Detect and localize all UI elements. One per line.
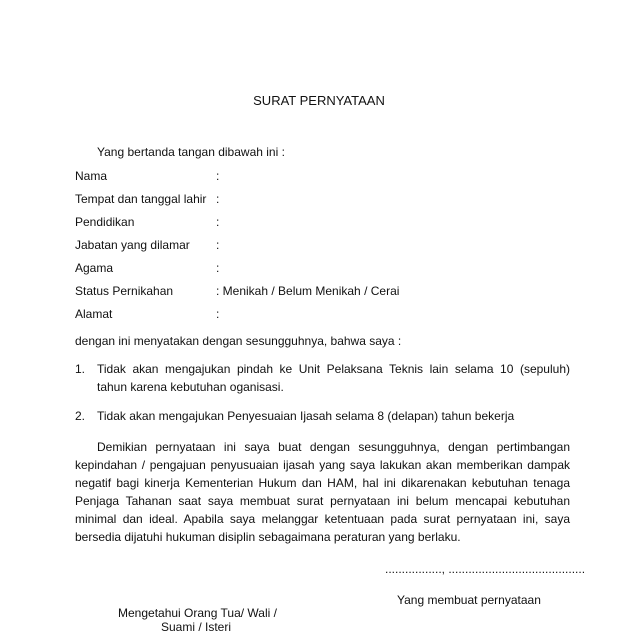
closing-paragraph: [75, 438, 570, 546]
field-label-jabatan: Jabatan yang dilamar: [75, 238, 190, 252]
field-value-pendidikan: :: [216, 215, 220, 229]
field-value-nama: :: [216, 169, 220, 183]
field-value-tempat-tanggal-lahir: :: [216, 192, 220, 206]
signer-label: Yang membuat pernyataan: [397, 593, 541, 607]
item-text-line: tahun karena kebutuhan oganisasi.: [97, 380, 284, 394]
document-title: SURAT PERNYATAAN: [253, 93, 385, 108]
field-value-status-pernikahan: : Menikah / Belum Menikah / Cerai: [216, 284, 400, 298]
item-text-line: Tidak akan mengajukan pindah ke Unit Pelaksana Teknis lain selama 10 (sepuluh): [97, 362, 570, 376]
closing-text: Demikian pernyataan ini saya buat dengan sesungguhnya, dengan pertimbangan kepindahan / pengajuan penyusuaian ijasah yang saya lakukan akan memberikan dampak negatif bagi kinerja Kementerian Hukum dan HAM, hal ini dikarenakan kebutuhan tenaga Penjaga Tahanan saat saya membuat surat pernyataan ini belum mencapai kebutuhan minimal dan ideal. Apabila saya melanggar ketentuaan pada surat pernyataan ini, saya bersedia dijatuhi hukuman disiplin sebagaimana peraturan yang berlaku.: [75, 440, 570, 544]
declaration-text: dengan ini menyatakan dengan sesungguhnya, bahwa saya :: [75, 334, 402, 348]
field-value-agama: :: [216, 261, 220, 275]
item-number: 1.: [75, 362, 86, 376]
item-text-line: Tidak akan mengajukan Penyesuaian Ijasah selama 8 (delapan) tahun bekerja: [97, 409, 515, 423]
intro-text: Yang bertanda tangan dibawah ini :: [97, 145, 285, 159]
field-label-alamat: Alamat: [75, 307, 113, 321]
acknowledge-label: Suami / Isteri: [161, 620, 232, 634]
field-label-tempat-tanggal-lahir: Tempat dan tanggal lahir: [75, 192, 207, 206]
field-label-status-pernikahan: Status Pernikahan: [75, 284, 174, 298]
field-label-pendidikan: Pendidikan: [75, 215, 135, 229]
place-date-line: ................., .........................................: [385, 562, 586, 576]
field-label-agama: Agama: [75, 261, 114, 275]
field-label-nama: Nama: [75, 169, 108, 183]
acknowledge-label: Mengetahui Orang Tua/ Wali /: [118, 606, 277, 620]
item-number: 2.: [75, 409, 86, 423]
field-value-alamat: :: [216, 307, 220, 321]
field-value-jabatan: :: [216, 238, 220, 252]
